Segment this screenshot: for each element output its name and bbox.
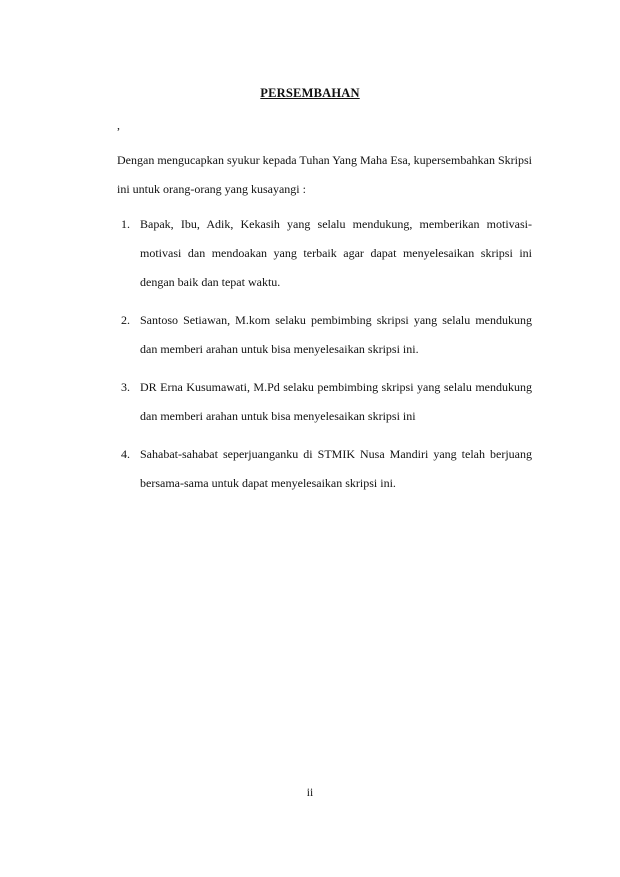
dedication-list xyxy=(117,210,532,507)
list-item-text: Sahabat-sahabat seperjuanganku di STMIK Nusa Mandiri yang telah berjuang bersama-sama untuk dapat menyelesaikan skripsi ini. xyxy=(140,447,532,490)
intro-paragraph: Dengan mengucapkan syukur kepada Tuhan Yang Maha Esa, kupersembahkan Skripsi ini untuk orang-orang yang kusayangi : xyxy=(117,153,532,196)
stray-mark: , xyxy=(117,118,120,132)
page-title: PERSEMBAHAN xyxy=(260,86,360,100)
page-number: ii xyxy=(306,787,314,799)
list-item-text: Bapak, Ibu, Adik, Kekasih yang selalu mendukung, memberikan motivasi-motivasi dan mendoakan yang terbaik agar dapat menyelesaikan skripsi ini dengan baik dan tepat waktu. xyxy=(140,217,532,289)
list-item-number: 1. xyxy=(121,217,130,231)
list-item xyxy=(117,440,532,498)
list-item-text: Santoso Setiawan, M.kom selaku pembimbing skripsi yang selalu mendukung dan memberi arahan untuk bisa menyelesaikan skripsi ini. xyxy=(140,313,532,356)
list-item-number: 2. xyxy=(121,313,130,327)
list-item xyxy=(117,373,532,431)
list-item xyxy=(117,210,532,297)
list-item-number: 3. xyxy=(121,380,130,394)
list-item xyxy=(117,306,532,364)
list-item-number: 4. xyxy=(121,447,130,461)
list-item-text: DR Erna Kusumawati, M.Pd selaku pembimbing skripsi yang selalu mendukung dan memberi arahan untuk bisa menyelesaikan skripsi ini xyxy=(140,380,532,423)
